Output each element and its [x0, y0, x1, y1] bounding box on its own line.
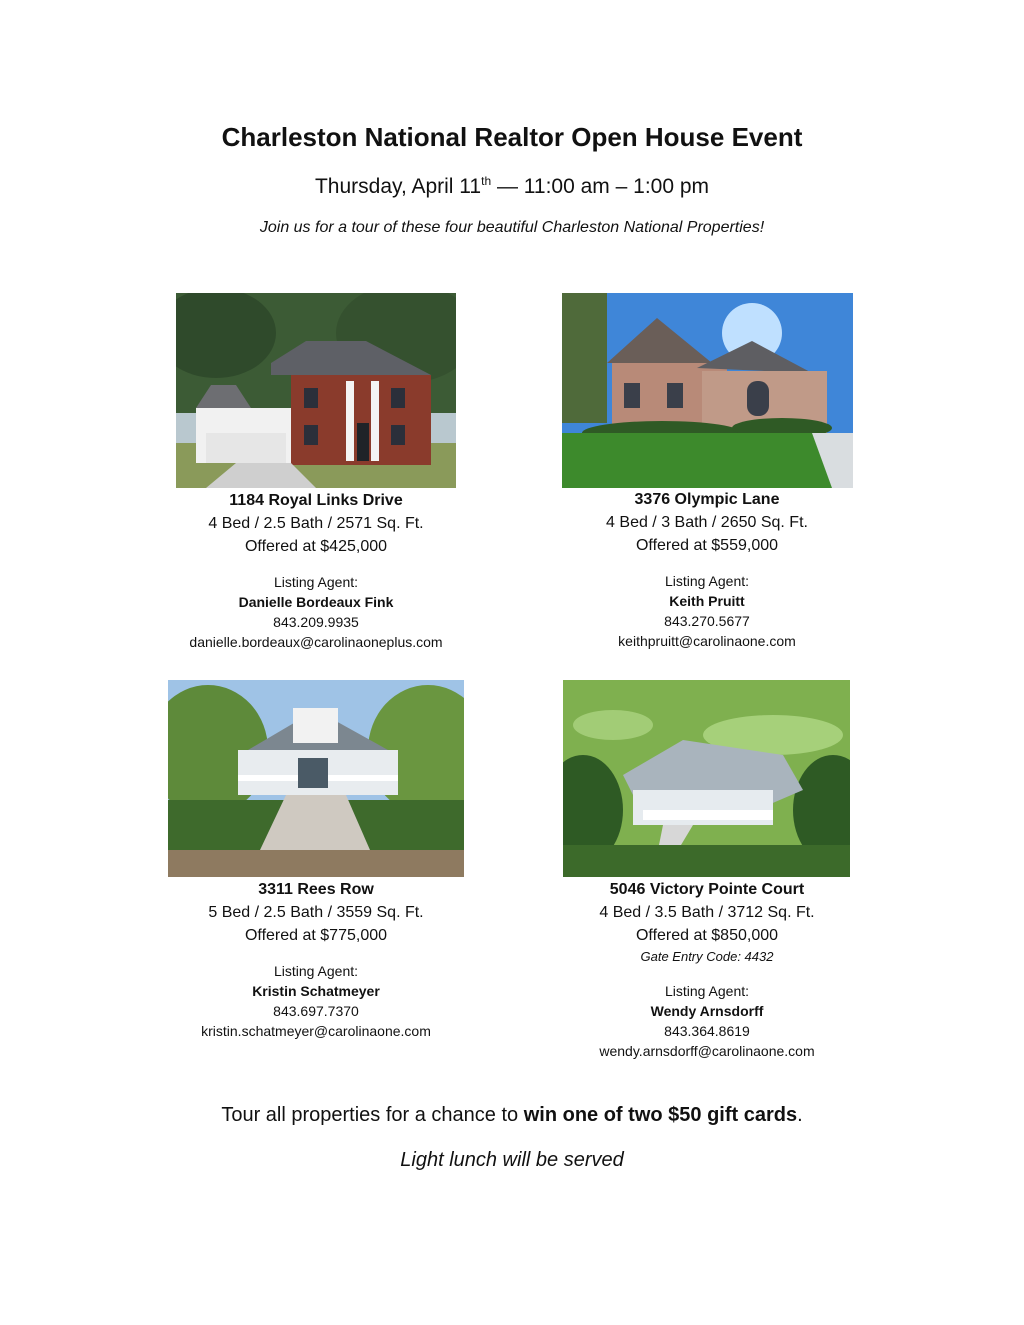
listing-price: Offered at $775,000 — [244, 927, 388, 944]
listing-address: 3376 Olympic Lane — [634, 491, 780, 508]
agent-email: keithpruitt@carolinaone.com — [618, 633, 796, 649]
property-photo-olympic-lane — [562, 293, 853, 488]
listing-victory-pointe — [547, 878, 867, 1061]
listing-olympic-lane — [547, 488, 867, 651]
listing-address: 3311 Rees Row — [258, 881, 374, 898]
agent-phone: 843.209.9935 — [273, 614, 359, 630]
agent-email: kristin.schatmeyer@carolinaone.com — [201, 1023, 431, 1039]
event-date: Thursday, April 11 — [314, 175, 482, 198]
agent-phone: 843.364.8619 — [664, 1023, 750, 1039]
promo-period: . — [797, 1104, 803, 1126]
gate-entry-code: Gate Entry Code: 4432 — [640, 949, 774, 964]
listing-price: Offered at $559,000 — [635, 537, 779, 554]
agent-label: Listing Agent: — [664, 573, 750, 589]
listing-price: Offered at $425,000 — [244, 538, 388, 555]
listing-specs: 4 Bed / 3 Bath / 2650 Sq. Ft. — [606, 514, 808, 531]
agent-name: Kristin Schatmeyer — [252, 983, 380, 999]
agent-phone: 843.697.7370 — [273, 1003, 359, 1019]
gift-card-promo — [0, 1104, 1024, 1127]
agent-phone: 843.270.5677 — [664, 613, 750, 629]
listing-address: 1184 Royal Links Drive — [229, 492, 403, 509]
listing-specs: 4 Bed / 3.5 Bath / 3712 Sq. Ft. — [599, 904, 815, 921]
agent-email: danielle.bordeaux@carolinaoneplus.com — [189, 634, 443, 650]
page-title: Charleston National Realtor Open House Event — [221, 122, 803, 152]
agent-name: Keith Pruitt — [669, 593, 745, 609]
property-photo-rees-row — [168, 680, 464, 877]
agent-name: Danielle Bordeaux Fink — [238, 594, 394, 610]
listing-rees-row — [156, 878, 476, 1041]
event-date-time — [0, 175, 1024, 199]
lunch-note: Light lunch will be served — [400, 1149, 624, 1171]
listing-royal-links — [156, 489, 476, 652]
listing-specs: 4 Bed / 2.5 Bath / 2571 Sq. Ft. — [208, 515, 424, 532]
listing-specs: 5 Bed / 2.5 Bath / 3559 Sq. Ft. — [208, 904, 424, 921]
listing-address: 5046 Victory Pointe Court — [609, 881, 805, 898]
agent-email: wendy.arnsdorff@carolinaone.com — [599, 1043, 815, 1059]
listing-price: Offered at $850,000 — [635, 927, 779, 944]
property-photo-victory-pointe — [563, 680, 850, 877]
agent-name: Wendy Arnsdorff — [650, 1003, 764, 1019]
agent-label: Listing Agent: — [664, 983, 750, 999]
date-ordinal: th — [481, 174, 492, 188]
property-photo-royal-links — [176, 293, 456, 488]
agent-label: Listing Agent: — [273, 574, 359, 590]
tagline: Join us for a tour of these four beautiful Charleston National Properties! — [259, 219, 765, 236]
promo-highlight: win one of two $50 gift cards — [523, 1104, 798, 1126]
event-time: — 11:00 am – 1:00 pm — [491, 175, 710, 198]
agent-label: Listing Agent: — [273, 963, 359, 979]
promo-text: Tour all properties for a chance to — [221, 1104, 524, 1126]
